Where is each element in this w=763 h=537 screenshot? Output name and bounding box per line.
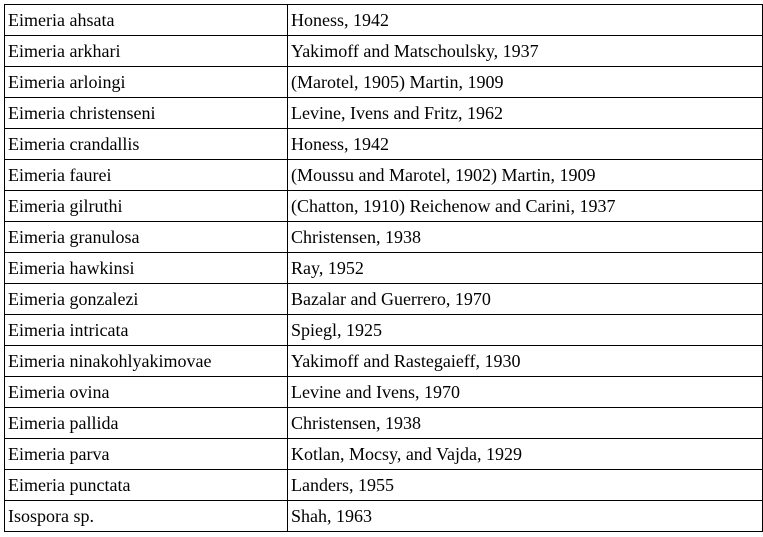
authority-cell: Levine, Ivens and Fritz, 1962	[288, 98, 763, 129]
table-row	[5, 67, 763, 98]
table-row	[5, 315, 763, 346]
species-authority-table	[4, 4, 763, 532]
authority-cell: Bazalar and Guerrero, 1970	[288, 284, 763, 315]
authority-cell: Honess, 1942	[288, 129, 763, 160]
species-cell: Eimeria ninakohlyakimovae	[5, 346, 288, 377]
table-row	[5, 191, 763, 222]
table-row	[5, 5, 763, 36]
authority-cell: (Moussu and Marotel, 1902) Martin, 1909	[288, 160, 763, 191]
species-cell: Eimeria arkhari	[5, 36, 288, 67]
table-row	[5, 222, 763, 253]
authority-cell: Shah, 1963	[288, 501, 763, 532]
authority-cell: Christensen, 1938	[288, 222, 763, 253]
authority-cell: Landers, 1955	[288, 470, 763, 501]
authority-cell: Spiegl, 1925	[288, 315, 763, 346]
authority-cell: Yakimoff and Rastegaieff, 1930	[288, 346, 763, 377]
table-row	[5, 408, 763, 439]
species-cell: Eimeria intricata	[5, 315, 288, 346]
table-row	[5, 470, 763, 501]
table-row	[5, 346, 763, 377]
species-cell: Eimeria granulosa	[5, 222, 288, 253]
authority-cell: Kotlan, Mocsy, and Vajda, 1929	[288, 439, 763, 470]
species-cell: Isospora sp.	[5, 501, 288, 532]
authority-cell: Ray, 1952	[288, 253, 763, 284]
authority-cell: Christensen, 1938	[288, 408, 763, 439]
authority-cell: Levine and Ivens, 1970	[288, 377, 763, 408]
species-cell: Eimeria arloingi	[5, 67, 288, 98]
species-cell: Eimeria christenseni	[5, 98, 288, 129]
table-row	[5, 253, 763, 284]
species-cell: Eimeria crandallis	[5, 129, 288, 160]
species-cell: Eimeria gonzalezi	[5, 284, 288, 315]
species-cell: Eimeria pallida	[5, 408, 288, 439]
species-cell: Eimeria ahsata	[5, 5, 288, 36]
authority-cell: Yakimoff and Matschoulsky, 1937	[288, 36, 763, 67]
table-row	[5, 36, 763, 67]
table-row	[5, 98, 763, 129]
species-cell: Eimeria ovina	[5, 377, 288, 408]
authority-cell: Honess, 1942	[288, 5, 763, 36]
species-cell: Eimeria gilruthi	[5, 191, 288, 222]
table-row	[5, 377, 763, 408]
table-row	[5, 439, 763, 470]
table-row	[5, 284, 763, 315]
table-row	[5, 160, 763, 191]
table-row	[5, 501, 763, 532]
authority-cell: (Marotel, 1905) Martin, 1909	[288, 67, 763, 98]
authority-cell: (Chatton, 1910) Reichenow and Carini, 1937	[288, 191, 763, 222]
species-cell: Eimeria hawkinsi	[5, 253, 288, 284]
table-row	[5, 129, 763, 160]
species-cell: Eimeria parva	[5, 439, 288, 470]
species-cell: Eimeria punctata	[5, 470, 288, 501]
species-cell: Eimeria faurei	[5, 160, 288, 191]
